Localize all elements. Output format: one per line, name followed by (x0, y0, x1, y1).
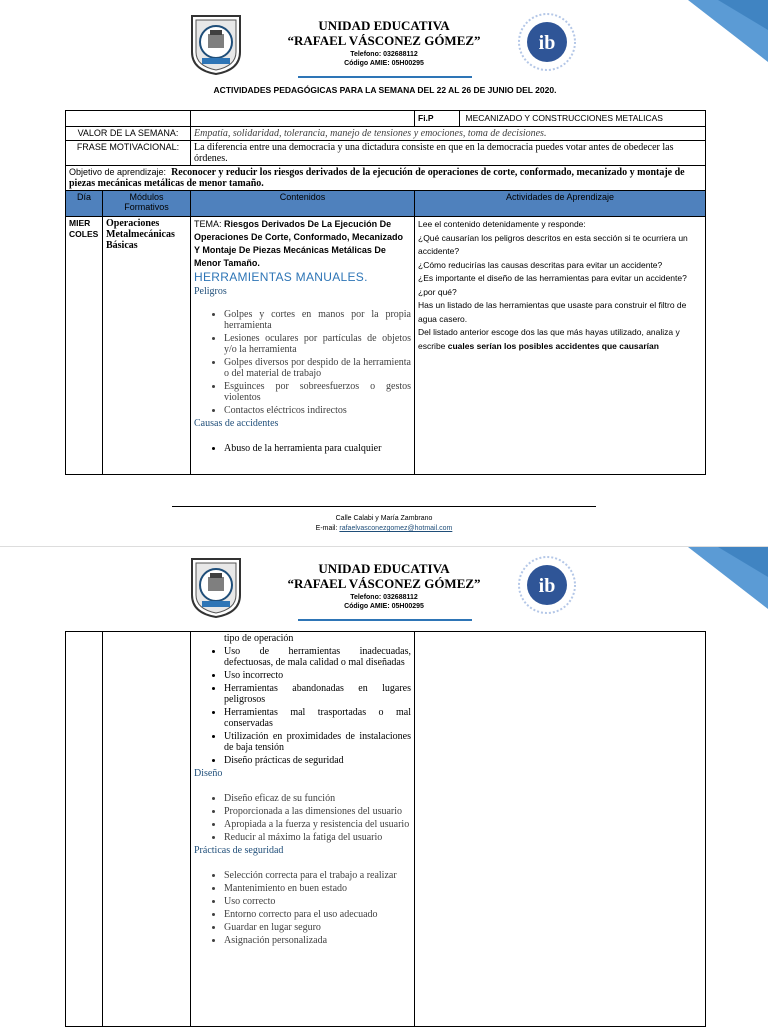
valor-label: VALOR DE LA SEMANA: (66, 127, 191, 141)
list-item: • Uso incorrecto (224, 670, 411, 681)
footer-email-line (172, 524, 596, 534)
col-modulos: Módulos Formativos (103, 191, 191, 217)
practicas-list (194, 870, 411, 946)
contenidos-cell (191, 632, 415, 1027)
footer-address: Calle Calabi y María Zambrano (335, 515, 433, 522)
tema-title: Riesgos Derivados De La Ejecución De Operaciones De Corte, Conformado, Mecanizado Y Montaje De Piezas Mecánicas Metálicas De Menor Tamaño. (194, 219, 404, 268)
peligros-title: Peligros (194, 286, 227, 297)
document-title: ACTIVIDADES PEDAGÓGICAS PARA LA SEMANA DEL 22 AL 26 DE JUNIO DEL 2020. (213, 85, 557, 95)
activity-line: Has un listado de las herramientas que usaste para construir el filtro de agua casero. (418, 300, 687, 324)
tema-prefix: TEMA: (194, 219, 225, 229)
activity-line: ¿Es importante el diseño de las herramientas para evitar un accidente? ¿por qué? (418, 273, 687, 297)
actividades-cell (415, 217, 706, 475)
list-item: • Herramientas mal trasportadas o mal conservadas (224, 707, 411, 729)
school-amie: Código AMIE: 05H00295 (344, 60, 424, 67)
list-item: • Apropiada a la fuerza y resistencia del usuario (224, 819, 411, 830)
objetivo-cell (66, 166, 706, 191)
activity-text: Del listado anterior escoge dos las que más hayas utilizado, analiza y escribe (418, 327, 680, 351)
list-item: • Herramientas abandonadas en lugares peligrosos (224, 683, 411, 705)
school-full-name: “RAFAEL VÁSCONEZ GÓMEZ” (287, 576, 481, 591)
causas-title: Causas de accidentes (194, 418, 279, 429)
school-full-name: “RAFAEL VÁSCONEZ GÓMEZ” (287, 33, 481, 48)
fip-value: MECANIZADO Y CONSTRUCCIONES METALICAS (465, 113, 663, 123)
activity-line: ¿Qué causarían los peligros descritos en esta sección si te ocurriera un accidente? (418, 232, 688, 256)
list-item: • Uso correcto (224, 896, 411, 907)
list-item: • Diseño prácticas de seguridad (224, 755, 411, 766)
fip-cell (415, 111, 706, 127)
modulo-cell (103, 632, 191, 1027)
footer-email-label: E-mail: (315, 525, 340, 532)
footer-email-link[interactable]: rafaelvasconezgomez@hotmail.com (339, 525, 453, 532)
activity-line: Lee el contenido detenidamente y responde: (418, 219, 586, 229)
planning-table-continued (65, 631, 706, 1027)
list-item: • Diseño eficaz de su función (224, 793, 411, 804)
list-item: • Utilización en proximidades de instalaciones de baja tensión (224, 731, 411, 753)
school-seal-logo (188, 555, 244, 619)
valor-value: Empatía, solidaridad, tolerancia, manejo de tensiones y emociones, toma de decisiones. (191, 127, 706, 141)
objetivo-label: Objetivo de aprendizaje: (69, 167, 167, 177)
list-item: • Mantenimiento en buen estado (224, 883, 411, 894)
empty-cell (66, 111, 191, 127)
page-2 (0, 546, 768, 1025)
objetivo-value: Reconocer y reducir los riesgos derivados de la ejecución de operaciones de corte, conformado, mecanizado y montaje de piezas mecánicas metálicas de menor tamaño. (69, 167, 685, 189)
header-rule (298, 619, 472, 621)
school-name: UNIDAD EDUCATIVA (318, 561, 450, 576)
peligros-list (194, 309, 411, 416)
corner-decoration (658, 0, 768, 62)
svg-text:ib: ib (538, 575, 556, 597)
col-actividades: Actividades de Aprendizaje (415, 191, 706, 217)
practicas-title: Prácticas de seguridad (194, 845, 284, 856)
diseno-title: Diseño (194, 768, 223, 779)
col-dia: Día (66, 191, 103, 217)
corner-decoration (658, 547, 768, 609)
activity-line: ¿Cómo reducirías las causas descritas para evitar un accidente? (418, 259, 663, 270)
modulo-cell: Operaciones Metalmecánicas Básicas (103, 217, 191, 475)
dia-cell: MIER COLES (66, 217, 103, 475)
school-phone: Telefono: 032688112 (350, 594, 418, 601)
list-item: • Uso de herramientas inadecuadas, defectuosas, de mala calidad o mal diseñadas (224, 646, 411, 668)
list-item: • Lesiones oculares por partículas de objetos y/o la herramienta (224, 333, 411, 355)
list-item: tipo de operación (224, 633, 294, 644)
activity-line (418, 326, 702, 353)
list-item: • Entorno correcto para el uso adecuado (224, 909, 411, 920)
school-amie: Código AMIE: 05H00295 (344, 603, 424, 610)
empty-cell (191, 111, 415, 127)
list-item: • Contactos eléctricos indirectos (224, 405, 411, 416)
footer-rule (172, 506, 596, 507)
list-item: • Selección correcta para el trabajo a realizar (224, 870, 411, 881)
activity-bold: cuales serían los posibles accidentes que causarían (447, 340, 659, 351)
contenidos-cell (191, 217, 415, 475)
ib-logo (517, 12, 577, 72)
herramientas-heading: HERRAMIENTAS MANUALES. (194, 270, 368, 284)
actividades-cell (415, 632, 706, 1027)
frase-value: La diferencia entre una democracia y una dictadura consiste en que en la democracia puedes votar antes de obedecer las órdenes. (191, 141, 706, 166)
frase-label: FRASE MOTIVACIONAL: (66, 141, 191, 166)
col-contenidos: Contenidos (191, 191, 415, 217)
school-seal-logo (188, 12, 244, 76)
list-item: • Golpes diversos por despido de la herramienta o del material de trabajo (224, 357, 411, 379)
causas-list (194, 633, 411, 766)
svg-text:ib: ib (538, 32, 556, 54)
ib-logo (517, 555, 577, 615)
list-item: • Golpes y cortes en manos por la propia herramienta (224, 309, 411, 331)
list-item: • Asignación personalizada (224, 935, 411, 946)
list-item: • Esguinces por sobreesfuerzos o gestos violentos (224, 381, 411, 403)
school-name: UNIDAD EDUCATIVA (318, 18, 450, 33)
header-rule (298, 76, 472, 78)
list-item: • Abuso de la herramienta para cualquier (224, 443, 411, 454)
fip-label: Fi.P (415, 111, 460, 126)
dia-cell (66, 632, 103, 1027)
planning-table (65, 110, 706, 475)
diseno-list (194, 793, 411, 843)
list-item: • Proporcionada a las dimensiones del usuario (224, 806, 411, 817)
list-item: • Guardar en lugar seguro (224, 922, 411, 933)
list-item: • Reducir al máximo la fatiga del usuario (224, 832, 411, 843)
school-phone: Telefono: 032688112 (350, 51, 418, 58)
tema-text (194, 218, 411, 270)
causas-list-page1 (194, 443, 411, 454)
